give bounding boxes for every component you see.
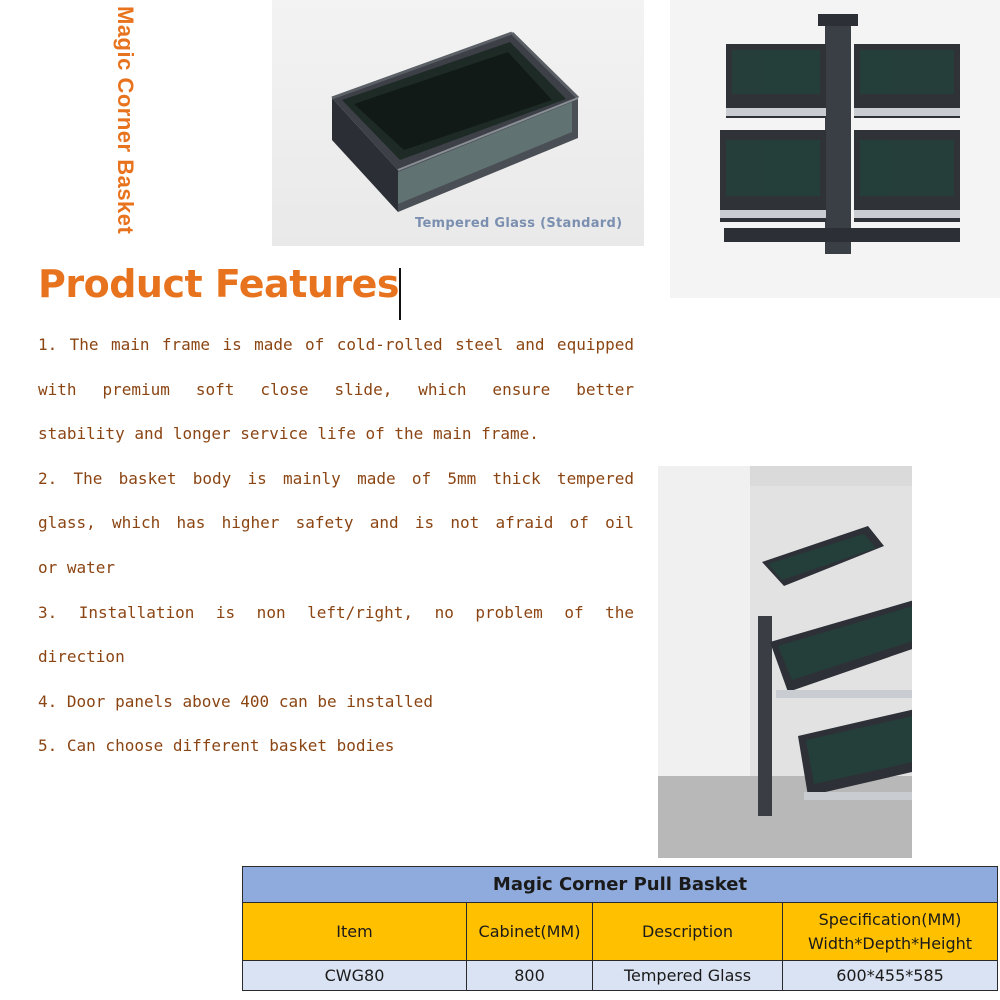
glass-basket-photo: [272, 0, 644, 246]
installed-basket-photo: [658, 466, 912, 858]
feature-line: 1. The main frame is made of cold-rolled steel and equipped: [38, 335, 634, 354]
feature-line: 3. Installation is non left/right, no problem of the: [38, 602, 634, 622]
corner-frame-photo: [670, 0, 1000, 298]
header-specification: [783, 903, 998, 960]
feature-line: 4. Door panels above 400 can be installed: [38, 691, 433, 711]
header-description: Description: [593, 903, 783, 960]
glass-caption: Tempered Glass (Standard): [415, 216, 623, 231]
feature-line: direction: [38, 647, 125, 667]
header-item: Item: [243, 903, 467, 960]
header-spec-line2: Width*Depth*Height: [807, 933, 973, 953]
feature-line: or water: [38, 557, 116, 577]
text-cursor: [399, 268, 401, 320]
vertical-title: Magic Corner Basket: [113, 6, 138, 235]
spec-table: [242, 866, 998, 991]
cell-description: Tempered Glass: [593, 960, 783, 990]
feature-line: stability and longer service life of the main frame.: [38, 424, 539, 444]
feature-line: 2. The basket body is mainly made of 5mm thick tempered: [38, 468, 634, 488]
features-list: [38, 330, 634, 776]
cell-cabinet: 800: [467, 960, 593, 990]
features-title: Product Features: [38, 262, 400, 306]
feature-line: 5. Can choose different basket bodies: [38, 736, 395, 756]
cell-item: CWG80: [243, 960, 467, 990]
spec-table-title: Magic Corner Pull Basket: [243, 867, 998, 903]
header-spec-line1: Specification(MM): [818, 909, 962, 929]
cell-spec: 600*455*585: [783, 960, 998, 990]
header-cabinet: Cabinet(MM): [467, 903, 593, 960]
feature-line: glass, which has higher safety and is not afraid of oil: [38, 513, 634, 533]
feature-line: with premium soft close slide, which ensure better: [38, 379, 634, 399]
